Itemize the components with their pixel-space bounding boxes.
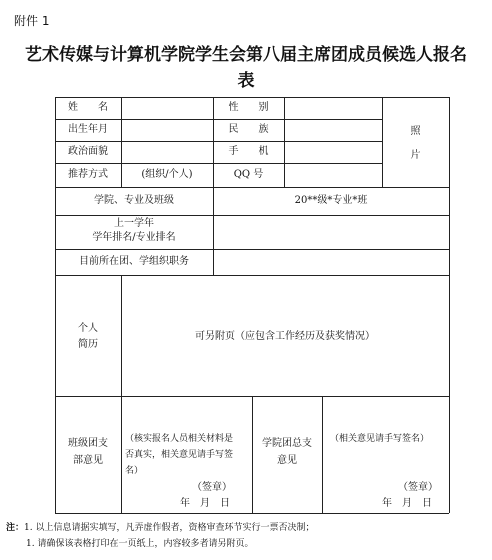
resume-label-1: 个人 xyxy=(78,323,98,334)
class-date: 年 月 日 xyxy=(180,498,230,509)
class-opinion-label-1: 班级团支 xyxy=(68,438,108,449)
note-prefix: 注： xyxy=(6,523,25,533)
form-title-line1: 艺术传媒与计算机学院学生会第八届主席团成员候选人报名 xyxy=(25,45,467,65)
name-label: 姓 名 xyxy=(68,102,108,113)
form-title-line2: 表 xyxy=(237,71,255,91)
birth-label: 出生年月 xyxy=(68,124,108,135)
college-sign: （签章） xyxy=(398,482,438,493)
rank-label-1: 上一学年 xyxy=(114,218,154,229)
attachment-label: 附件 1 xyxy=(14,14,50,28)
class-opinion-text-2: 否真实，相关意见请手写签 xyxy=(125,450,234,460)
college-opinion-label-2: 意见 xyxy=(277,455,297,466)
ethnicity-label: 民 族 xyxy=(228,124,269,135)
gender-label: 性 别 xyxy=(228,102,269,113)
phone-label: 手 机 xyxy=(228,146,269,157)
class-opinion-text-3: 名） xyxy=(125,466,144,476)
note-line-1 xyxy=(6,520,314,533)
class-opinion-label-2: 部意见 xyxy=(73,455,103,466)
college-opinion-label-1: 学院团总支 xyxy=(262,438,312,449)
note-line-2: 1. 请确保该表格打印在一页纸上，内容较多者请另附页。 xyxy=(26,539,254,549)
qq-label: QQ 号 xyxy=(233,169,264,180)
resume-label-2: 简历 xyxy=(78,339,98,350)
class-sign: （签章） xyxy=(192,482,232,493)
photo-label: 照 xyxy=(410,126,421,137)
recommend-label: 推荐方式 xyxy=(68,169,108,180)
resume-value: 可另附页（应包含工作经历及获奖情况） xyxy=(195,331,375,342)
recommend-value: (组织/个人) xyxy=(141,169,193,180)
college-label: 学院、专业及班级 xyxy=(94,195,174,206)
political-status-label: 政治面貌 xyxy=(68,146,108,157)
college-opinion-text: （相关意见请手写签名） xyxy=(330,434,430,444)
position-label: 目前所在团、学组织职务 xyxy=(79,256,189,267)
class-opinion-text-1: （核实报名人员相关材料是 xyxy=(125,434,234,444)
college-value: 20**级*专业*班 xyxy=(294,195,368,206)
college-date: 年 月 日 xyxy=(382,498,432,509)
note-text-1: 1. 以上信息请据实填写，凡弄虚作假者，资格审查环节实行一票否决制； xyxy=(24,523,315,533)
photo-label-2: 片 xyxy=(410,150,421,161)
rank-label-2: 学年排名/专业排名 xyxy=(92,232,176,243)
